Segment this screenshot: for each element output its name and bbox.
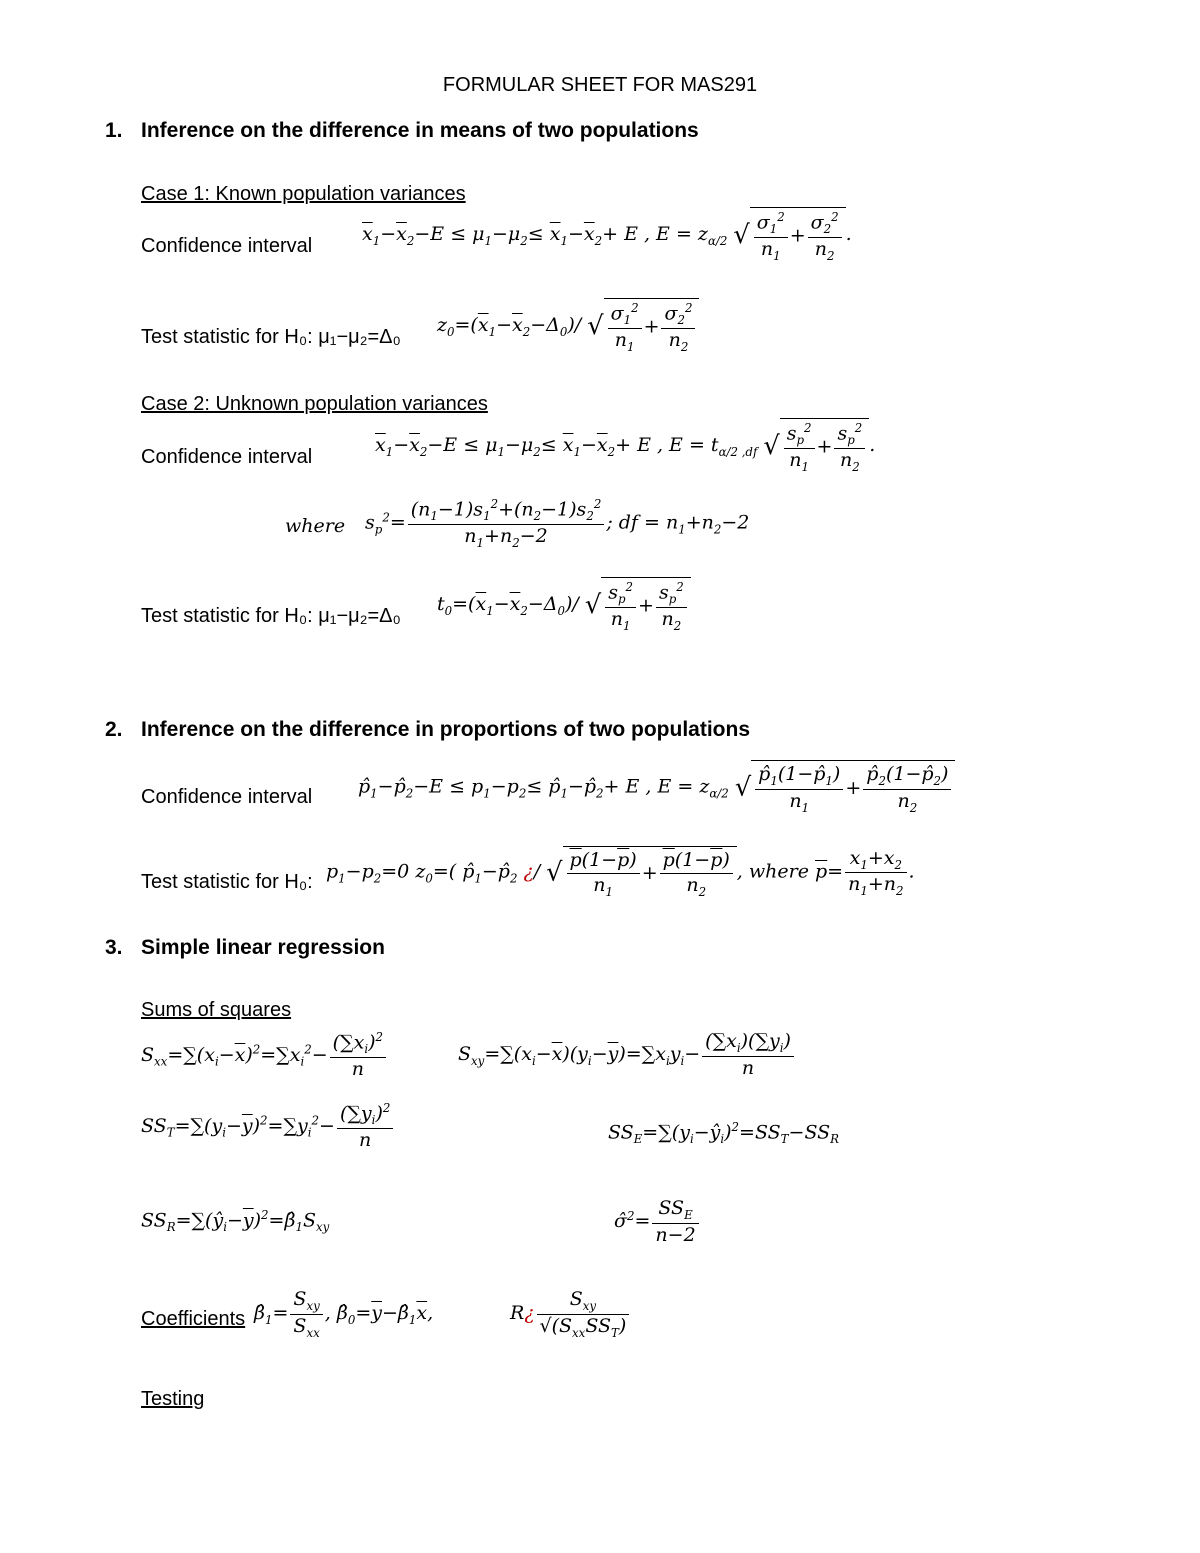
case-2-test-formula: $t_0=(\overline{x}_1-\overline{x}_2-\Delta_0)/$ √ $\frac{s_p^2}{n_1}$ + $\frac{s_p^2}{n_2}$: [437, 577, 691, 633]
section-1-heading: [105, 119, 699, 143]
sst-formula: $SS_T=\sum(y_i-\overline{y})^2=\sum y_i^2-$ $\frac{(\sum y_i)^2}{n}$: [141, 1101, 395, 1153]
sxx-formula: $S_{xx}=\sum(x_i-\overline{x})^2=\sum x_i^2-$ $\frac{(\sum x_i)^2}{n}$: [141, 1030, 388, 1082]
pooled-variance-formula: $s_p^2=$ $\frac{(n_1-1)s_1^2+(n_2-1)s_2^2}{n_1+n_2-2}$ ; df = $n_1+n_2-2$: [365, 497, 750, 550]
page-title: FORMULAR SHEET FOR MAS291: [442, 74, 758, 96]
case-1-test-formula: $z_0=(\overline{x}_1-\overline{x}_2-\Delta_0)/$ √ $\frac{\sigma_1^2}{n_1}$ + $\frac{\sigma_2^2}{n_2}$: [437, 298, 699, 354]
proportions-ci-formula: $p̂_1-p̂_2-E \le p_1-p_2\le$ $p̂_1-p̂_2+ E$ , $E = z_{\alpha/2}$ √ $\frac{p̂_1(1-p̂_1)}{n_1}$ + $\frac{p̂_2(1-p̂_2)}{n_2}$: [358, 760, 955, 815]
section-2-heading: [105, 718, 750, 742]
sxy-formula: $S_{xy}=\sum(x_i-\overline{x})(y_i-\overline{y})=\sum x_iy_i-$ $\frac{(\sum x_i)(\sum y_i)}{n}$: [458, 1030, 796, 1080]
coefficients-label: Coefficients: [141, 1308, 246, 1330]
section-title: Inference on the difference in proportions of two populations: [141, 718, 751, 741]
section-number: 3.: [105, 936, 123, 959]
section-number: 1.: [105, 119, 123, 142]
section-number: 2.: [105, 718, 123, 741]
case-1-test-label: Test statistic for H₀: μ₁−μ₂=Δ₀: [141, 326, 401, 348]
sums-of-squares-heading: Sums of squares: [141, 999, 292, 1021]
sigma-hat-formula: σ̂$^2$= $\frac{SS_E}{n-2}$: [614, 1197, 701, 1247]
correlation-formula: R¿ $\frac{S_{xy}}{√(S_{xx}SS_T)}$: [510, 1288, 631, 1340]
case-1-ci-label: Confidence interval: [141, 235, 313, 257]
sse-formula: $SS_E=\sum(y_i-ŷ_i)^2=SS_T-SS_R$: [608, 1120, 840, 1147]
where-label: where: [285, 515, 346, 537]
testing-heading: Testing: [141, 1388, 205, 1410]
section-title: Simple linear regression: [141, 936, 385, 959]
case-2-ci-formula: $\overline{x}_1-\overline{x}_2-E \le \mu_1-\mu_2\le \overline{x}_1-\overline{x}_2+ E$ , $E = t_{\alpha/2 ,df}$ √ $\frac{s_p^2}{n_1}$ + $\frac{s_p^2}{n_2}$ .: [375, 418, 875, 474]
ssr-formula: $SS_R=\sum(ŷ_i-\overline{y})^2=\betâ_1S_{xy}$: [141, 1208, 330, 1235]
case-2-test-label: Test statistic for H₀: μ₁−μ₂=Δ₀: [141, 605, 401, 627]
case-1-ci-formula: $\overline{x}_1-\overline{x}_2-E \le \mu_1-\mu_2\le \overline{x}_1-\overline{x}_2+ E$ , $E = z_{\alpha/2}$ √ $\frac{\sigma_1^2}{n_1}$ + $\frac{\sigma_2^2}{n_2}$ .: [362, 207, 852, 263]
section-3-heading: [105, 936, 385, 960]
section-title: Inference on the difference in means of two populations: [141, 119, 699, 142]
coefficients-formula: $\betâ_1=$ $\frac{S_{xy}}{S_{xx}}$ , $\betâ_0=\overline{y}-\betâ_1\overline{x}$,: [254, 1288, 434, 1340]
proportions-test-formula: $p_1-p_2=0$ $z_0=$( $p̂_1-p̂_2$ ¿/ √ $\frac{p(1-\overline{p})}{n_1}$ + $\frac{\overline{p}(1-\overline{p})}{n_2}$ , where $\overline{p}=$ $\frac{x_1+x_2}{n_1+n_2}$ .: [326, 846, 915, 899]
case-1-heading: Case 1: Known population variances: [141, 183, 466, 205]
case-2-ci-label: Confidence interval: [141, 446, 313, 468]
proportions-test-label: Test statistic for H₀:: [141, 871, 313, 893]
proportions-ci-label: Confidence interval: [141, 786, 313, 808]
case-2-heading: Case 2: Unknown population variances: [141, 393, 488, 415]
